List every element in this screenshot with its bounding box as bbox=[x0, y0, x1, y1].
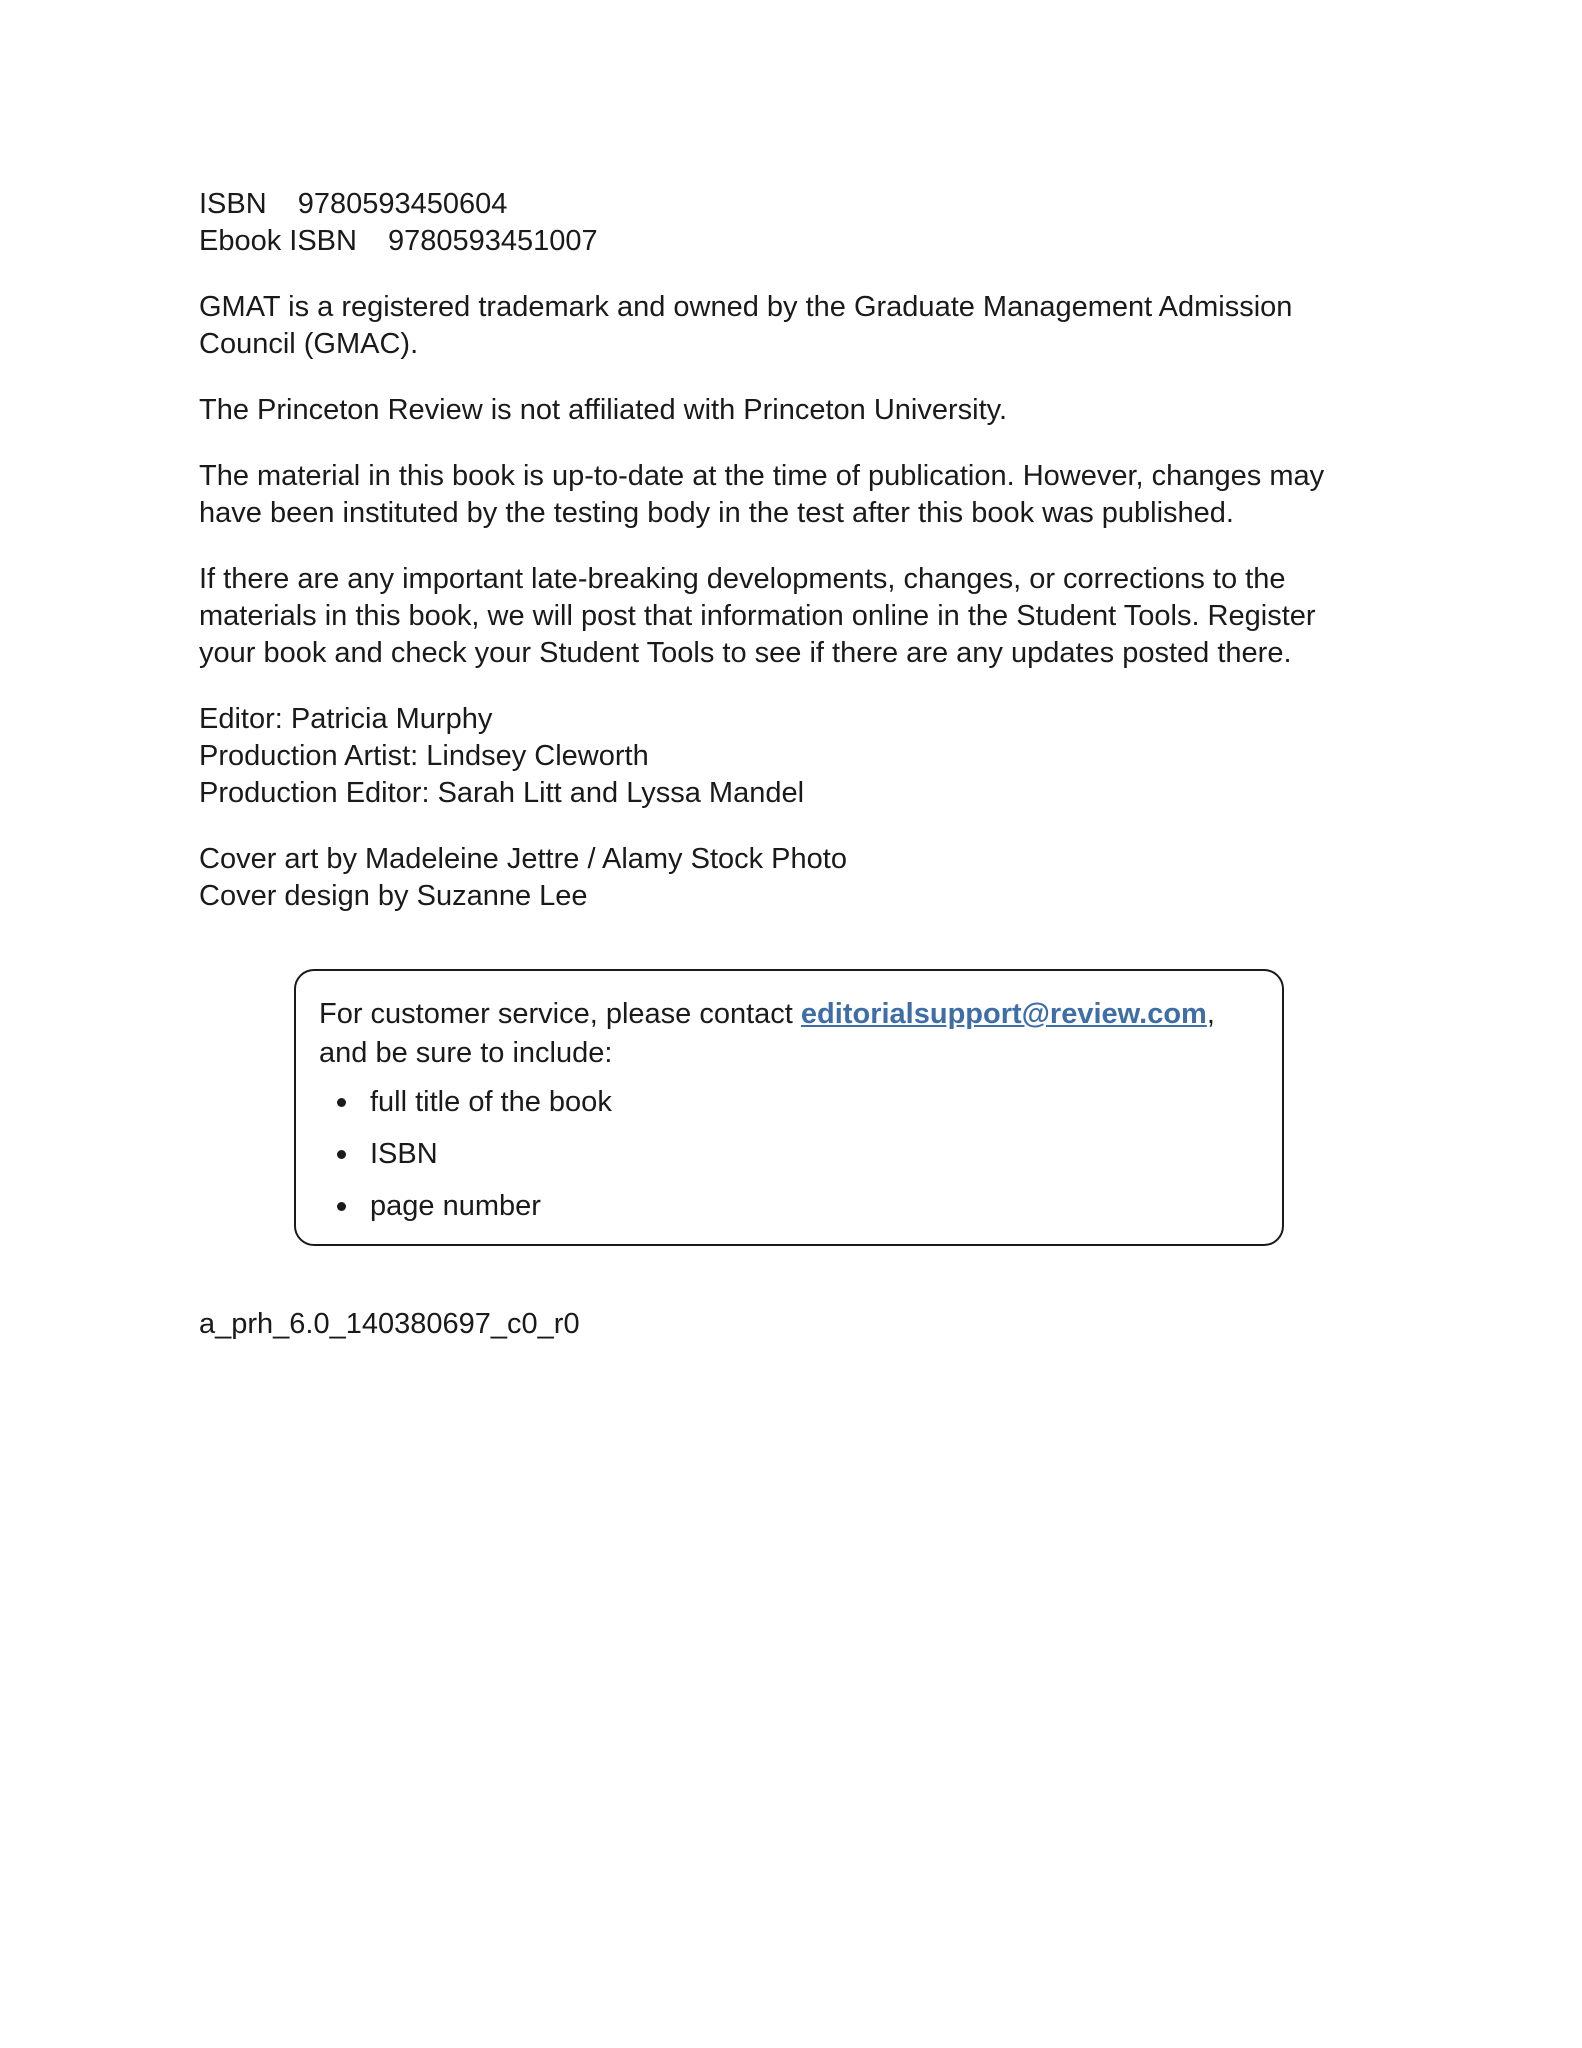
contact-intro-tail: , and be sure to include: bbox=[319, 998, 1215, 1069]
support-email-link[interactable]: editorialsupport@review.com bbox=[800, 998, 1207, 1030]
list-item bbox=[319, 1187, 1258, 1226]
material-notice-paragraph: The material in this book is up-to-date at the time of publication. However, changes may have been instituted by the testing body in the test after this book was published. bbox=[199, 460, 1325, 529]
include-list bbox=[319, 1083, 1258, 1226]
copyright-page bbox=[199, 186, 1399, 944]
contact-intro bbox=[319, 995, 1258, 1073]
document-code: a_prh_6.0_140380697_c0_r0 bbox=[199, 1308, 580, 1340]
production-artist-credit: Production Artist: Lindsey Cleworth bbox=[199, 740, 649, 772]
cover-credits-block bbox=[199, 841, 1399, 915]
list-item-text: full title of the book bbox=[370, 1086, 612, 1118]
isbn-block bbox=[199, 186, 1399, 260]
cover-art-credit: Cover art by Madeleine Jettre / Alamy Stock Photo bbox=[199, 843, 847, 875]
list-item bbox=[319, 1083, 1258, 1122]
ebook-isbn-value: 9780593451007 bbox=[387, 225, 598, 257]
bullet-icon bbox=[337, 1202, 346, 1211]
print-isbn-line bbox=[199, 186, 1399, 223]
credits-block bbox=[199, 701, 1399, 812]
production-editor-credit: Production Editor: Sarah Litt and Lyssa Mandel bbox=[199, 777, 805, 809]
ebook-isbn-line bbox=[199, 223, 1399, 260]
print-isbn-value: 9780593450604 bbox=[297, 188, 508, 220]
editor-credit: Editor: Patricia Murphy bbox=[199, 703, 493, 735]
list-item-text: page number bbox=[370, 1190, 541, 1222]
updates-notice-paragraph: If there are any important late-breaking developments, changes, or corrections to the materials in this book, we will post that information online in the Student Tools. Register your book and check your Student Tools to see if there are any updates posted there. bbox=[199, 563, 1316, 669]
bullet-icon bbox=[337, 1098, 346, 1107]
ebook-isbn-label: Ebook ISBN bbox=[199, 225, 357, 257]
cover-design-credit: Cover design by Suzanne Lee bbox=[199, 880, 588, 912]
contact-intro-text: For customer service, please contact bbox=[319, 998, 801, 1030]
trademark-paragraph: GMAT is a registered trademark and owned by the Graduate Management Admission Council (GMAC). bbox=[199, 291, 1293, 360]
customer-service-box bbox=[294, 969, 1284, 1246]
print-isbn-label: ISBN bbox=[199, 188, 267, 220]
bullet-icon bbox=[337, 1150, 346, 1159]
affiliation-paragraph: The Princeton Review is not affiliated with Princeton University. bbox=[199, 394, 1008, 426]
list-item bbox=[319, 1135, 1258, 1174]
list-item-text: ISBN bbox=[370, 1138, 438, 1170]
